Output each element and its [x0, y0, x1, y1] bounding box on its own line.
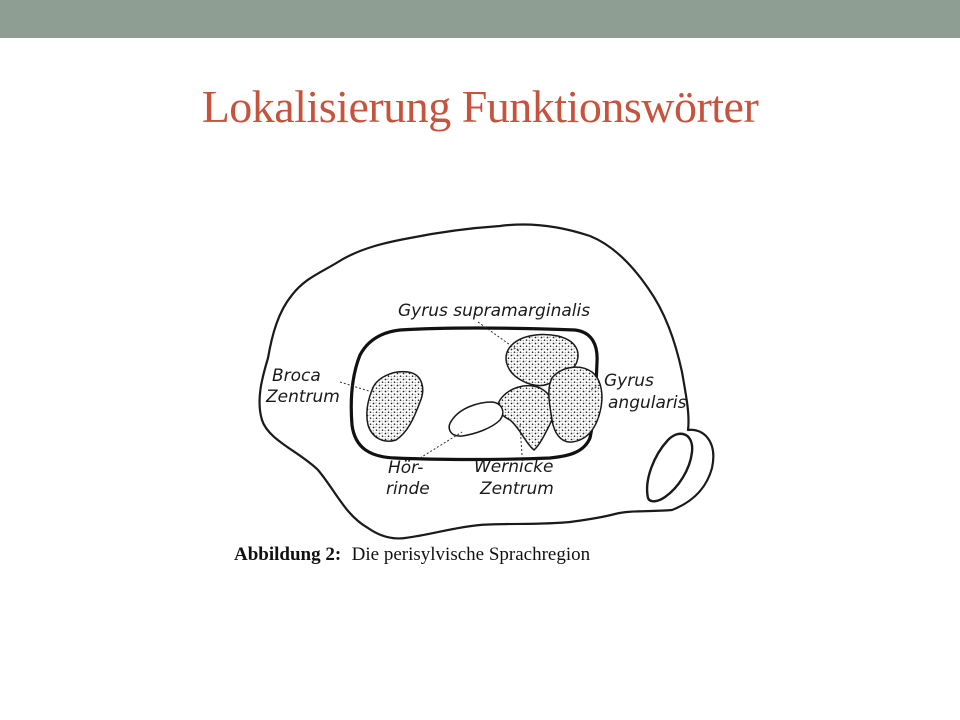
wernicke-area	[498, 386, 554, 450]
label-wernicke-line2: Zentrum	[480, 479, 554, 499]
label-wernicke-line1: Wernicke	[474, 457, 554, 477]
leader-hoerrinde	[420, 432, 462, 458]
leader-broca	[340, 382, 372, 392]
label-hoerrinde-line1: Hör-	[388, 458, 424, 478]
slide-title: Lokalisierung Funktionswörter	[201, 81, 759, 132]
broca-area	[367, 372, 423, 442]
angular-area	[549, 367, 602, 442]
figure-caption-number: Abbildung 2:	[234, 544, 342, 565]
auditory-cortex-area	[449, 402, 503, 436]
figure-caption-text: Die perisylvische Sprachregion	[351, 544, 591, 565]
label-broca-line1: Broca	[272, 366, 321, 386]
occipital-oval	[647, 434, 692, 502]
label-gyrus-angularis-line2: angularis	[608, 393, 687, 413]
label-gyrus-supramarginalis: Gyrus supramarginalis	[398, 301, 591, 321]
figure-caption	[234, 544, 591, 565]
label-hoerrinde-line2: rinde	[386, 479, 430, 499]
label-gyrus-angularis-line1: Gyrus	[604, 371, 654, 391]
label-broca-line2: Zentrum	[266, 387, 340, 407]
